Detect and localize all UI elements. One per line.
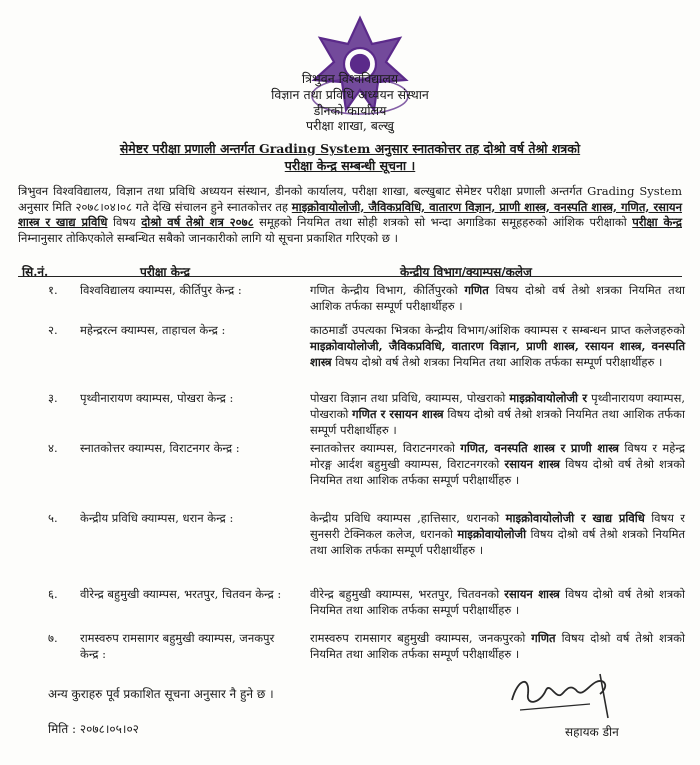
desc-text: रामस्वरुप रामसागर बहुमुखी क्याम्पस, जनकपुरको [310,631,532,645]
signatory-title: सहायक डीन [565,725,619,739]
intro-text: त्रिभुवन विश्वविद्यालय, विज्ञान तथा प्रविधि अध्ययन संस्थान, डीनको कार्यालय, परीक्षा शाखा, बल्खुबाट सेमेष्टर परीक्षा प्रणाली अन्तर्गत Grading System अनुसार मिति २०७८।०४।०८ गते देखि संचालन हुने स्नातकोत्तर तह [18,184,682,214]
header-divider [18,276,682,277]
desc-bold: माइक्रोवायोलोजी, जैविकप्रविधि, वातारण विज्ञान, प्राणी शास्त्र, रसायन शास्त्र, वनस्पति शास्त्र [310,339,685,369]
desc-text: पोखरा विज्ञान तथा प्रविधि, क्याम्पस, पोखराको [310,391,510,405]
desc-bold: रसायन शास्त्र [504,457,561,471]
row-description [310,282,685,314]
row-description [310,586,685,618]
intro-text: निम्नानुसार तोकिएकोले सम्बन्धित सबैको जानकारीको लागि यो सूचना प्रकाशित गरिएको छ । [18,230,398,245]
desc-text: गणित केन्द्रीय विभाग, कीर्तिपुरको [310,283,465,297]
notice-title-line1: सेमेष्टर परीक्षा प्रणाली अन्तर्गत Grading System अनुसार स्नातकोत्तर तह दोश्रो वर्ष तेश्रो शत्रको [119,141,581,156]
row-center: रामस्वरुप रामसागर बहुमुखी क्याम्पस, जनकपुर केन्द्र : [80,631,275,661]
desc-text: काठमाडौं उपत्यका भित्रका केन्द्रीय विभाग/आंशिक क्याम्पस र सम्बन्धन प्राप्त कलेजहरुको [310,323,685,337]
desc-text: विषय दोश्रो वर्ष तेश्रो शत्रको नियमित तथा आशिक तर्फका सम्पूर्ण परीक्षार्थीहरु । [310,631,685,661]
row-description [310,630,685,662]
desc-text: वीरेन्द्र बहुमुखी क्याम्पस, भरतपुर, चितवनको [310,587,505,601]
desc-text: विषय र महेन्द्र मोरङ्ग आर्दश बहुमुखी क्याम्पस, विराटनगरको [310,441,685,471]
footer-note: अन्य कुराहरु पूर्व प्रकाशित सूचना अनुसार नै हुने छ । [48,687,274,701]
col-header-department: केन्द्रीय विभाग/क्याम्पस/कलेज [400,265,532,279]
row-description [310,510,685,558]
intro-text: विषय [107,215,142,229]
desc-text: विषय दोश्रो वर्ष तेश्रो शत्रको नियमित तथा आशिक तर्फका सम्पूर्ण परीक्षार्थीहरु । [310,587,685,617]
col-header-center: परीक्षा केन्द्र [140,265,191,279]
intro-text: समूहको नियमित तथा सोही शत्रको सो भन्दा अगाडिका समूहहरुको आंशिक परीक्षाको [253,215,633,229]
desc-bold: गणित [464,283,489,297]
institute-name: विज्ञान तथा प्रविधि अध्ययन संस्थान [271,87,429,102]
row-number: ७. [48,631,58,645]
row-center: विश्वविद्यालय क्याम्पस, कीर्तिपुर केन्द्र : [80,283,242,297]
desc-text: विषय र सुनसरी टेक्निकल कलेज, धरानको [310,511,685,541]
desc-text: पृथ्वीनारायण क्याम्पस, पोखराको [310,391,685,421]
university-name: त्रिभुवन विश्वविद्यालय [301,71,399,86]
desc-text: केन्द्रीय प्रविधि क्याम्पस ,हात्तिसार, धरानको [310,511,506,525]
intro-subjects: माइक्रोवायोलोजी, जैविकप्रविधि, वातारण विज्ञान, प्राणी शास्त्र, वनस्पति शास्त्र, गणित, रसायन शास्त्र र खाद्य प्रविधि [18,199,682,229]
row-number: २. [48,323,58,337]
desc-text: विषय दोश्रो वर्ष तेश्रो शत्रको नियमित तथा आशिक तर्फका सम्पूर्ण परीक्षार्थीहरु । [310,457,686,487]
row-number: ५. [48,511,58,525]
col-header-number: सि.नं. [22,265,49,279]
row-description [310,440,685,488]
desc-bold: माइक्रोवायोलोजी र [509,391,588,405]
section-name: परीक्षा शाखा, बल्खु [306,118,394,133]
row-number: ६. [48,587,58,601]
desc-text: विषय दोश्रो वर्ष तेश्रो शत्रको नियमित तथा आशिक तर्फका सम्पूर्ण परीक्षार्थीहरु । [310,407,685,437]
intro-year: दोश्रो वर्ष तेश्रो शत्र २०७८ [141,215,254,229]
row-center: केन्द्रीय प्रविधि क्याम्पस, धरान केन्द्र : [80,511,234,525]
notice-title-line2: परीक्षा केन्द्र सम्बन्धी सूचना । [284,158,416,173]
row-number: १. [48,283,58,297]
letterhead [0,0,700,135]
notice-date: मिति : २०७८।०५।०२ [48,722,139,736]
row-center: पृथ्वीनारायण क्याम्पस, पोखरा केन्द्र : [80,391,234,405]
intro-paragraph [18,184,682,246]
desc-bold: माइक्रोवायोलोजी [457,527,527,541]
row-center: वीरेन्द्र बहुमुखी क्याम्पस, भरतपुर, चितवन केन्द्र : [80,587,282,601]
desc-bold: माइक्रोवायोलोजी र खाद्य प्रविधि [505,511,645,525]
handwritten-signature-icon [500,660,620,720]
row-description [310,390,685,438]
desc-bold: गणित [531,631,556,645]
intro-center-word: परीक्षा केन्द्र [632,215,682,229]
desc-text: विषय दोश्रो वर्ष तेश्रो शत्रका नियमित तथा आशिक तर्फका सम्पूर्ण परीक्षार्थीहरु । [331,355,663,369]
row-center: स्नातकोत्तर क्याम्पस, विराटनगर केन्द्र : [80,441,240,455]
row-center: महेन्द्ररत्न क्याम्पस, ताहाचल केन्द्र : [80,323,226,337]
row-number: ४. [48,441,58,455]
desc-text: स्नातकोत्तर क्याम्पस, विराटनगरको [310,441,461,455]
desc-bold: गणित, वनस्पति शास्त्र र प्राणी शास्त्र [460,441,620,455]
desc-bold: रसायन शास्त्र [504,587,560,601]
desc-text: विषय दोश्रो वर्ष तेश्रो शत्रको नियमित तथा आशिक तर्फका सम्पूर्ण परीक्षार्थीहरु । [310,527,685,557]
row-description [310,322,685,370]
row-number: ३. [48,391,58,405]
desc-text: विषय दोश्रो वर्ष तेश्रो शत्रका नियमित तथा आशिक तर्फका सम्पूर्ण परीक्षार्थीहरु । [310,283,685,313]
desc-bold: गणित र रसायन शास्त्र [352,407,444,421]
office-name: डीनको कार्यालय [313,103,387,118]
